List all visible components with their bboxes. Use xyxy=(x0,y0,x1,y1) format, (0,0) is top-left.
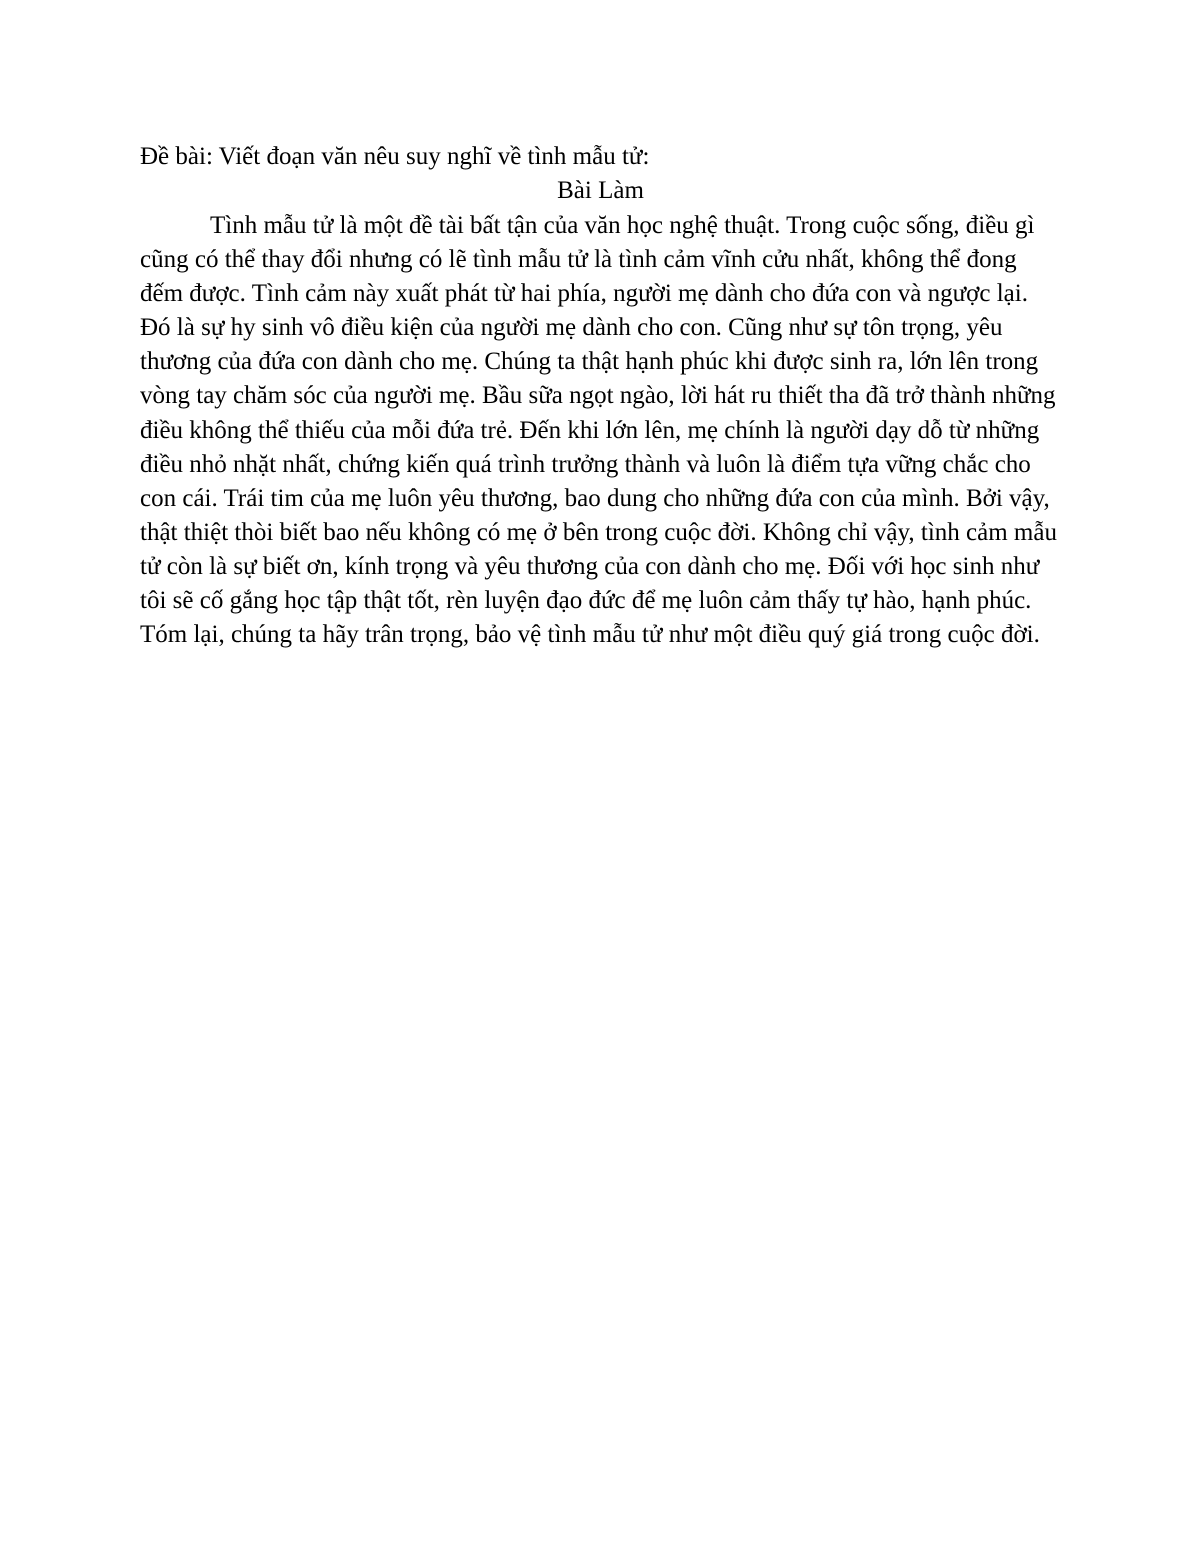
essay-paragraph: Tình mẫu tử là một đề tài bất tận của văn học nghệ thuật. Trong cuộc sống, điều gì cũng có thể thay đổi nhưng có lẽ tình mẫu tử là tình cảm vĩnh cửu nhất, không thể đong đếm được. Tình cảm này xuất phát từ hai phía, người mẹ dành cho đứa con và ngược lại. Đó là sự hy sinh vô điều kiện của người mẹ dành cho con. Cũng như sự tôn trọng, yêu thương của đứa con dành cho mẹ. Chúng ta thật hạnh phúc khi được sinh ra, lớn lên trong vòng tay chăm sóc của người mẹ. Bầu sữa ngọt ngào, lời hát ru thiết tha đã trở thành những điều không thể thiếu của mỗi đứa trẻ. Đến khi lớn lên, mẹ chính là người dạy dỗ từ những điều nhỏ nhặt nhất, chứng kiến quá trình trưởng thành và luôn là điểm tựa vững chắc cho con cái. Trái tim của mẹ luôn yêu thương, bao dung cho những đứa con của mình. Bởi vậy, thật thiệt thòi biết bao nếu không có mẹ ở bên trong cuộc đời. Không chỉ vậy, tình cảm mẫu tử còn là sự biết ơn, kính trọng và yêu thương của con dành cho mẹ. Đối với học sinh như tôi sẽ cố gắng học tập thật tốt, rèn luyện đạo đức để mẹ luôn cảm thấy tự hào, hạnh phúc. Tóm lại, chúng ta hãy trân trọng, bảo vệ tình mẫu tử như một điều quý giá trong cuộc đời. xyxy=(140,212,1057,649)
document-content xyxy=(140,140,1061,652)
assignment-prompt: Đề bài: Viết đoạn văn nêu suy nghĩ về tình mẫu tử: xyxy=(140,143,650,170)
section-heading: Bài Làm xyxy=(557,177,644,204)
